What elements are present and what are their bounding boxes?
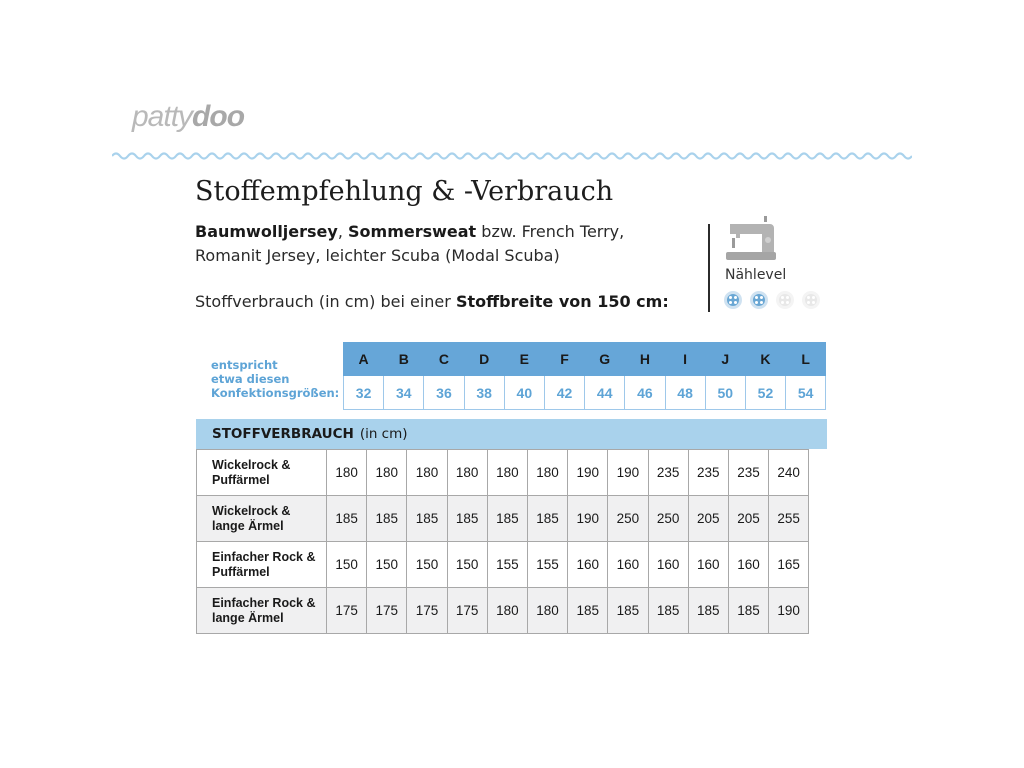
- usage-cell: 185: [688, 588, 728, 634]
- usage-cell: 185: [407, 496, 447, 542]
- fabric-usage-table: [196, 449, 809, 634]
- usage-cell: 150: [447, 542, 487, 588]
- fabric-sep: ,: [337, 222, 348, 241]
- usage-cell: 180: [447, 450, 487, 496]
- usage-cell: 185: [367, 496, 407, 542]
- usage-cell: 160: [648, 542, 688, 588]
- usage-cell: 180: [327, 450, 367, 496]
- usage-cell: 180: [487, 588, 527, 634]
- logo-bold-part: doo: [192, 100, 245, 133]
- size-number-row: [344, 376, 826, 410]
- usage-cell: 240: [769, 450, 809, 496]
- fabric-rest-line1: bzw. French Terry,: [476, 222, 625, 241]
- size-letter: I: [665, 343, 705, 376]
- size-note-line: entspricht: [211, 358, 278, 372]
- row-label-line: Puffärmel: [212, 472, 270, 487]
- size-letter: G: [585, 343, 625, 376]
- usage-cell: 205: [688, 496, 728, 542]
- size-number: 52: [745, 376, 785, 410]
- usage-cell: 180: [407, 450, 447, 496]
- usage-cell: 185: [648, 588, 688, 634]
- usage-cell: 150: [327, 542, 367, 588]
- usage-cell: 185: [728, 588, 768, 634]
- size-number: 46: [625, 376, 665, 410]
- size-number: 38: [464, 376, 504, 410]
- usage-cell: 190: [608, 450, 648, 496]
- logo-light-part: patty: [132, 100, 193, 133]
- size-letter: C: [424, 343, 464, 376]
- usage-cell: 160: [728, 542, 768, 588]
- usage-cell: 185: [447, 496, 487, 542]
- level-button-icon: [776, 291, 794, 309]
- usage-cell: 250: [608, 496, 648, 542]
- size-number: 50: [705, 376, 745, 410]
- size-letter: J: [705, 343, 745, 376]
- table-row: [197, 496, 809, 542]
- size-number: 40: [504, 376, 544, 410]
- fabric-bold-2: Sommersweat: [348, 222, 477, 241]
- level-button-icon: [802, 291, 820, 309]
- fabric-recommendation: [195, 220, 695, 268]
- usage-cell: 250: [648, 496, 688, 542]
- usage-cell: 180: [367, 450, 407, 496]
- row-label: [197, 588, 327, 634]
- size-number: 44: [585, 376, 625, 410]
- size-table: [343, 342, 826, 410]
- size-note-line: etwa diesen: [211, 372, 290, 386]
- usage-cell: 155: [487, 542, 527, 588]
- size-letter: L: [786, 343, 826, 376]
- fabric-bold-1: Baumwolljersey: [195, 222, 338, 241]
- table-row: [197, 588, 809, 634]
- size-letter: E: [504, 343, 544, 376]
- usage-cell: 180: [527, 588, 567, 634]
- row-label-line: Puffärmel: [212, 564, 270, 579]
- usage-cell: 185: [527, 496, 567, 542]
- size-note: [211, 358, 339, 400]
- row-label-line: Wickelrock &: [212, 457, 291, 472]
- usage-cell: 185: [608, 588, 648, 634]
- size-note-line: Konfektionsgrößen:: [211, 386, 340, 400]
- usage-cell: 255: [769, 496, 809, 542]
- size-number: 34: [384, 376, 424, 410]
- row-label-line: Wickelrock &: [212, 503, 291, 518]
- size-letter: B: [384, 343, 424, 376]
- level-button-icon: [750, 291, 768, 309]
- level-button-icon: [724, 291, 742, 309]
- row-label-line: Einfacher Rock &: [212, 595, 316, 610]
- page-title: Stoffempfehlung & -Verbrauch: [195, 176, 614, 207]
- row-label-line: lange Ärmel: [212, 518, 284, 533]
- fabric-line2: Romanit Jersey, leichter Scuba (Modal Scuba): [195, 246, 560, 265]
- usage-cell: 185: [327, 496, 367, 542]
- usage-cell: 190: [769, 588, 809, 634]
- section-unit: (in cm): [359, 426, 408, 442]
- size-number: 48: [665, 376, 705, 410]
- wave-divider: [112, 148, 912, 164]
- usage-cell: 160: [608, 542, 648, 588]
- sewing-level-indicator: [724, 291, 820, 309]
- size-number: 54: [786, 376, 826, 410]
- row-label: [197, 450, 327, 496]
- usage-cell: 185: [487, 496, 527, 542]
- usage-cell: 155: [527, 542, 567, 588]
- row-label-line: lange Ärmel: [212, 610, 284, 625]
- fabric-usage-line: [195, 292, 669, 311]
- size-letter: D: [464, 343, 504, 376]
- size-number: 32: [344, 376, 384, 410]
- pattydoo-logo: [132, 100, 244, 134]
- usage-cell: 235: [688, 450, 728, 496]
- size-number: 36: [424, 376, 464, 410]
- usage-cell: 180: [487, 450, 527, 496]
- usage-cell: 175: [447, 588, 487, 634]
- table-row: [197, 542, 809, 588]
- usage-cell: 190: [568, 450, 608, 496]
- usage-line-bold: Stoffbreite von 150 cm:: [455, 292, 669, 311]
- usage-cell: 175: [367, 588, 407, 634]
- row-label: [197, 542, 327, 588]
- usage-cell: 165: [769, 542, 809, 588]
- vertical-divider: [708, 224, 710, 312]
- usage-cell: 150: [407, 542, 447, 588]
- sewing-machine-icon: [724, 214, 776, 262]
- sewing-level-label: Nählevel: [725, 267, 787, 283]
- usage-cell: 160: [568, 542, 608, 588]
- usage-line-text: Stoffverbrauch (in cm) bei einer: [195, 292, 456, 311]
- section-header: [196, 419, 827, 449]
- usage-cell: 235: [648, 450, 688, 496]
- size-number: 42: [544, 376, 584, 410]
- section-title: STOFFVERBRAUCH: [212, 426, 354, 442]
- row-label-line: Einfacher Rock &: [212, 549, 316, 564]
- usage-cell: 150: [367, 542, 407, 588]
- size-letter: F: [544, 343, 584, 376]
- size-letter-row: [344, 343, 826, 376]
- table-row: [197, 450, 809, 496]
- size-letter: K: [745, 343, 785, 376]
- usage-cell: 160: [688, 542, 728, 588]
- size-letter: A: [344, 343, 384, 376]
- usage-cell: 205: [728, 496, 768, 542]
- row-label: [197, 496, 327, 542]
- size-letter: H: [625, 343, 665, 376]
- usage-cell: 235: [728, 450, 768, 496]
- usage-cell: 180: [527, 450, 567, 496]
- usage-cell: 175: [407, 588, 447, 634]
- usage-cell: 185: [568, 588, 608, 634]
- usage-cell: 190: [568, 496, 608, 542]
- usage-cell: 175: [327, 588, 367, 634]
